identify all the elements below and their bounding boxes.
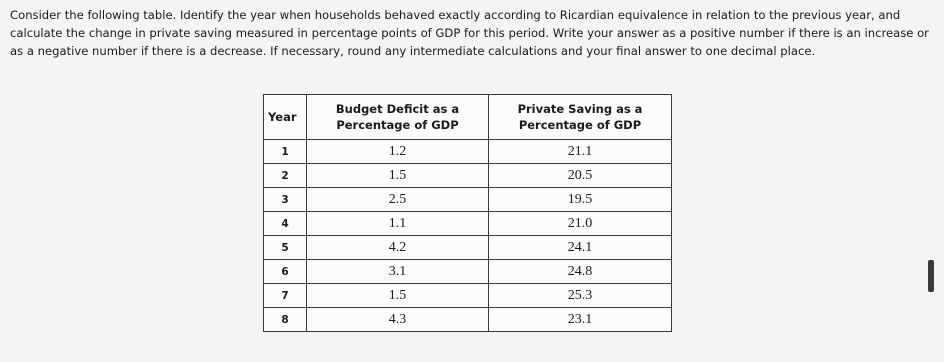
deficit-cell: 1.1 [307, 212, 489, 236]
saving-cell: 19.5 [489, 188, 672, 212]
year-cell: 8 [264, 308, 307, 332]
table-row [264, 212, 672, 236]
table-row [264, 188, 672, 212]
saving-column-header: Private Saving as a Percentage of GDP [489, 95, 672, 140]
table-row [264, 308, 672, 332]
saving-cell: 21.0 [489, 212, 672, 236]
deficit-cell: 2.5 [307, 188, 489, 212]
table-row [264, 260, 672, 284]
saving-cell: 24.1 [489, 236, 672, 260]
question-text: Consider the following table. Identify the year when households behaved exactly according to Ricardian equivalence in relation to the previous year, and calculate the change in private saving measured in percentage points of GDP for this period. Write your answer as a positive number if there is an increase or as a negative number if there is a decrease. If necessary, round any intermediate calculations and your final answer to one decimal place. [10, 8, 929, 58]
saving-cell: 23.1 [489, 308, 672, 332]
data-table [263, 94, 672, 332]
table-row [264, 140, 672, 164]
year-cell: 2 [264, 164, 307, 188]
deficit-cell: 1.5 [307, 284, 489, 308]
deficit-cell: 1.2 [307, 140, 489, 164]
deficit-cell: 3.1 [307, 260, 489, 284]
year-cell: 5 [264, 236, 307, 260]
saving-cell: 24.8 [489, 260, 672, 284]
year-column-header: Year [264, 95, 307, 140]
scrollbar-thumb[interactable] [928, 260, 934, 292]
table-row [264, 236, 672, 260]
year-cell: 6 [264, 260, 307, 284]
saving-cell: 25.3 [489, 284, 672, 308]
deficit-column-header: Budget Deficit as a Percentage of GDP [307, 95, 489, 140]
table-header-row [264, 95, 672, 140]
year-cell: 3 [264, 188, 307, 212]
table-row [264, 284, 672, 308]
deficit-cell: 1.5 [307, 164, 489, 188]
year-cell: 7 [264, 284, 307, 308]
saving-cell: 20.5 [489, 164, 672, 188]
year-cell: 1 [264, 140, 307, 164]
year-cell: 4 [264, 212, 307, 236]
deficit-cell: 4.3 [307, 308, 489, 332]
table-row [264, 164, 672, 188]
deficit-cell: 4.2 [307, 236, 489, 260]
saving-cell: 21.1 [489, 140, 672, 164]
